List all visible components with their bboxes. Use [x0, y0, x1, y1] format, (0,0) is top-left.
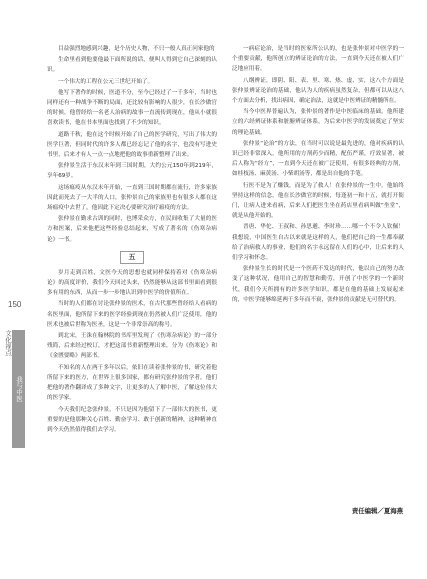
side-label: 文化视点: [4, 330, 12, 356]
right-column: [232, 44, 404, 306]
paragraph: 他写下著作的时候，医道不分，至今已经过了一千多年，当时也同样还有一种战争不断的局面，还比较有影响的人很少，在长沙做官的时候，他曾经给一名老人治病的故事一直流传到现在，他从小就很喜欢读书，他在书本里面也找到了不少的知识。: [47, 89, 217, 127]
paragraph: 今天我们纪念张仲景，不只是因为他留下了一部伟大的医书，更重要的是他那种关心百姓、勤奋学习、敢于创新的精神，这种精神直到今天仍然值得我们去学习。: [47, 406, 217, 433]
paragraph: 张仲景生活于东汉末年到三国时期，大约公元150年到219年，享年69岁。: [47, 163, 217, 180]
section-number: 五: [120, 251, 144, 264]
paragraph: 一个伟大的工程在公元三世纪开始了。: [58, 78, 154, 85]
paragraph: 张仲景生长的时代是一个医药不发达的时代，他以自己的努力改变了这种状况，他用自己的智慧和勤劳，开创了中医学的一个新时代，我们今天所拥有的许多医学知识，都是在他的基础上发展起来的，中医学能够绵延两千多年而不衰，张仲景的贡献是无可替代的。: [232, 266, 404, 303]
paragraph: 不知名的人在两千多年以后，依旧在读着张仲景的书，研究着他所留下来的医方，在世界上很多国家，都有研究张仲景的学者，他们把他的著作翻译成了多种文字，让更多的人了解中医，了解这位伟大的医学家。: [47, 364, 217, 402]
left-paragraphs-before: [47, 44, 217, 245]
paragraph: 八纲辨证，即阴、阳、表、里、寒、热、虚、实，这八个方面是张仲景辨证论治的基础，他认为人的疾病虽然复杂，但都可以从这八个方面去分析，找出病因，确定治法，这就是中医辨证的精髓所在。: [232, 77, 404, 105]
paragraph: 行医不是为了赚钱，而是为了救人！在张仲景的一生中，他始终坚持这样的信念，他在长沙做官的时候，每逢初一和十五，就打开衙门，让病人进来看病，后来人们把医生坐在药店里看病叫做“坐堂”，就是从他开始的。: [232, 182, 404, 220]
section-marker: [47, 251, 217, 263]
page-number: 150: [8, 300, 22, 309]
paragraph: 这场瘟疫从东汉末年开始，一直到三国时期都在流行，许多家族因此而死去了一大半的人口，张仲景自己的家族里也有很多人都在这场瘟疫中去世了，他因此下定决心要研究治疗瘟疫的方法。: [47, 184, 217, 212]
paragraph: 张仲景在勤求古训的同时，也博采众方，在民间收集了大量的医方和医案，后来他把这些经验总结起来，写成了著名的《伤寒杂病论》一书。: [47, 216, 217, 243]
paragraph: 目益强烈地感到兴趣，是个历史人物，不只一般人真正问家他的: [58, 46, 215, 52]
side-tab: 我与中医: [12, 330, 25, 448]
paragraph: 道路千秋，他在这个时候开始了自己的医学研究，写出了伟大的医学巨著，但同时代的许多人都已经忘记了他的名字，也没有写进史书里，后来才有人一点一点地把他的故事重新整理了出来。: [47, 131, 217, 159]
paragraph: 张仲景“论治”的方法，在当时可以说是最先进的，他对疾病的认识已经非常深入，他所用的方剂药少而精，配伍严谨，疗效显著，被后人称为“经方”，一直到今天还在被广泛使用，有很多经典的方剂，如桂枝汤、麻黄汤、小柴胡汤等，都是出自他的手笔。: [232, 140, 404, 178]
left-column: [47, 44, 217, 436]
editor-credit: 责任编辑／夏海燕: [351, 507, 403, 515]
paragraph: 到北宋，王洙在翰林院的书库里发现了《伤寒杂病论》的一部分残简，后来经过校订，才把这部书重新整理出来，分为《伤寒论》和《金匮要略》两部书。: [47, 333, 217, 360]
paragraph: 当今中医界普遍认为，张仲景的著作是中医临床的基础，他所建立的六经辨证体系和脏腑辨证体系，为后来中医学的发展奠定了坚实的理论基础。: [232, 109, 404, 136]
paragraph: 晋唐、华佗、王叔和、孙思邈、李时珍……哪一个不令人钦佩！我想说，中国医生自古以来就是这样的人，他们把自己的一生都奉献给了治病救人的事业，他们的名字永远留在人们的心中，让后来的人们学习和怀念。: [232, 224, 404, 262]
paragraph: 岁月走到百姓，文医今天的思想也就同样保持着对《伤寒杂病论》的高度评价，我们今天回过头来，仍然能够从这部书里面看到很多有用的东西，从而一步一步地认识到中医学的价值所在。: [47, 269, 217, 297]
left-paragraphs-after: [47, 268, 217, 435]
paragraph: 当时的人们都在讨论张仲景的医术，在古代那些曾经给人看病的名医里面，他所留下来的医学经验到现在仍然被人们广泛使用，他的医术也被后世称为医圣，这是一个非常崇高的称号。: [47, 301, 217, 328]
paragraph: 一病症论治，是当时的医家所公认的，也是张仲景对中医学的一个重要贡献，他所创立的辨证论治的方法，一直到今天还在被人们广泛地应用着。: [232, 46, 404, 73]
paragraph: 生命里看到他要他最下面所说的话，便叫人得到它自己深刻的认识。: [47, 57, 217, 74]
